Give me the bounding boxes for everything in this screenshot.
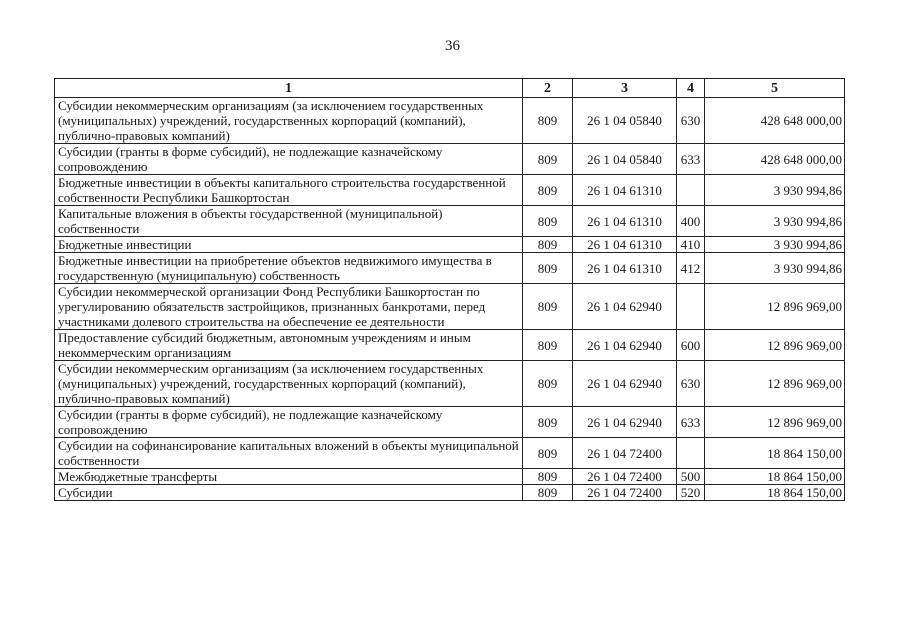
column-header-2: 2 [523,79,573,98]
row-expense-type [677,438,705,469]
row-name: Субсидии (гранты в форме субсидий), не подлежащие казначейскому сопровождению [55,407,523,438]
row-name: Субсидии некоммерческой организации Фонд Республики Башкортостан по урегулированию обязательств застройщиков, признанных банкротами, перед участниками долевого строительства на обеспечение ее деятельности [55,284,523,330]
row-target-article: 26 1 04 62940 [573,284,677,330]
row-expense-type: 400 [677,206,705,237]
table-row [55,284,845,330]
row-target-article: 26 1 04 72400 [573,469,677,485]
row-amount: 428 648 000,00 [705,144,845,175]
row-ministry-code: 809 [523,485,573,501]
column-header-5: 5 [705,79,845,98]
row-expense-type: 520 [677,485,705,501]
row-name: Бюджетные инвестиции на приобретение объектов недвижимого имущества в государственную (муниципальную) собственность [55,253,523,284]
table-row [55,237,845,253]
row-target-article: 26 1 04 61310 [573,237,677,253]
row-name: Капитальные вложения в объекты государственной (муниципальной) собственности [55,206,523,237]
row-name: Субсидии [55,485,523,501]
row-ministry-code: 809 [523,206,573,237]
page-number: 36 [445,38,460,54]
row-target-article: 26 1 04 62940 [573,330,677,361]
row-amount: 3 930 994,86 [705,253,845,284]
row-expense-type: 633 [677,407,705,438]
row-amount: 12 896 969,00 [705,330,845,361]
row-ministry-code: 809 [523,361,573,407]
row-expense-type: 600 [677,330,705,361]
row-name: Межбюджетные трансферты [55,469,523,485]
table-row [55,175,845,206]
row-ministry-code: 809 [523,407,573,438]
table-row [55,330,845,361]
row-expense-type: 630 [677,98,705,144]
row-ministry-code: 809 [523,438,573,469]
column-header-3: 3 [573,79,677,98]
row-amount: 12 896 969,00 [705,361,845,407]
row-expense-type: 410 [677,237,705,253]
row-name: Субсидии некоммерческим организациям (за исключением государственных (муниципальных) учреждений, государственных корпораций (компаний), публично-правовых компаний) [55,361,523,407]
row-ministry-code: 809 [523,98,573,144]
row-name: Бюджетные инвестиции в объекты капитального строительства государственной собственности Республики Башкортостан [55,175,523,206]
row-amount: 3 930 994,86 [705,175,845,206]
row-name: Субсидии (гранты в форме субсидий), не подлежащие казначейскому сопровождению [55,144,523,175]
table-row [55,407,845,438]
table-row [55,253,845,284]
row-ministry-code: 809 [523,253,573,284]
row-name: Субсидии на софинансирование капитальных вложений в объекты муниципальной собственности [55,438,523,469]
row-expense-type [677,175,705,206]
row-amount: 12 896 969,00 [705,407,845,438]
row-ministry-code: 809 [523,144,573,175]
row-ministry-code: 809 [523,175,573,206]
table-header-row [55,79,845,98]
row-expense-type [677,284,705,330]
table-row [55,144,845,175]
row-target-article: 26 1 04 62940 [573,361,677,407]
table-row [55,469,845,485]
row-expense-type: 500 [677,469,705,485]
row-amount: 18 864 150,00 [705,469,845,485]
row-ministry-code: 809 [523,284,573,330]
table-row [55,485,845,501]
column-header-4: 4 [677,79,705,98]
row-target-article: 26 1 04 62940 [573,407,677,438]
table-row [55,438,845,469]
row-name: Бюджетные инвестиции [55,237,523,253]
column-header-1: 1 [55,79,523,98]
row-target-article: 26 1 04 61310 [573,206,677,237]
row-ministry-code: 809 [523,330,573,361]
row-amount: 3 930 994,86 [705,206,845,237]
row-target-article: 26 1 04 72400 [573,485,677,501]
table-row [55,361,845,407]
row-amount: 3 930 994,86 [705,237,845,253]
row-target-article: 26 1 04 05840 [573,144,677,175]
row-name: Предоставление субсидий бюджетным, автономным учреждениям и иным некоммерческим организациям [55,330,523,361]
row-target-article: 26 1 04 05840 [573,98,677,144]
row-ministry-code: 809 [523,237,573,253]
row-expense-type: 630 [677,361,705,407]
row-expense-type: 633 [677,144,705,175]
row-target-article: 26 1 04 61310 [573,253,677,284]
table-body [55,98,845,501]
row-target-article: 26 1 04 61310 [573,175,677,206]
row-amount: 428 648 000,00 [705,98,845,144]
table-row [55,98,845,144]
table-row [55,206,845,237]
row-name: Субсидии некоммерческим организациям (за исключением государственных (муниципальных) учреждений, государственных корпораций (компаний), публично-правовых компаний) [55,98,523,144]
row-amount: 18 864 150,00 [705,485,845,501]
budget-table [54,78,845,501]
row-ministry-code: 809 [523,469,573,485]
row-amount: 18 864 150,00 [705,438,845,469]
row-amount: 12 896 969,00 [705,284,845,330]
row-expense-type: 412 [677,253,705,284]
row-target-article: 26 1 04 72400 [573,438,677,469]
